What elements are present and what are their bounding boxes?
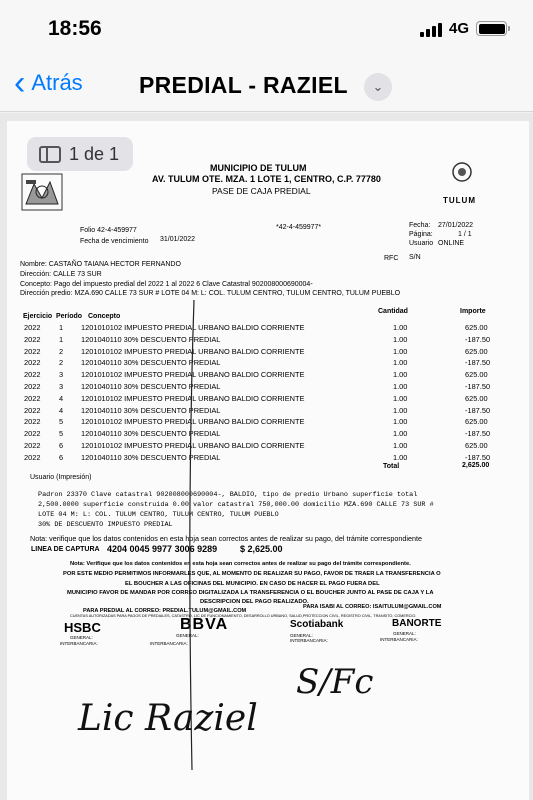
due-date: 31/01/2022 bbox=[160, 236, 196, 243]
banorte-logo: BANORTE bbox=[392, 618, 442, 629]
tulum-logo-icon bbox=[440, 160, 484, 196]
fecha-label: Fecha: bbox=[409, 222, 431, 229]
municipality-address: AV. TULUM OTE. MZA. 1 LOTE 1, CENTRO, C.P. 77780 bbox=[152, 174, 381, 184]
folio: Folio 42-4-459977 bbox=[80, 227, 137, 234]
document-title: PREDIAL - RAZIEL bbox=[139, 72, 348, 98]
status-indicators bbox=[420, 20, 507, 37]
row-amount: 625.00 bbox=[465, 417, 488, 427]
concepto: Concepto: Pago del impuesto predial del 2022 1 al 2022 6 Clave Catastral 902008000690004- bbox=[20, 281, 313, 288]
row-amount: -187.50 bbox=[465, 405, 491, 415]
back-label: Atrás bbox=[31, 70, 83, 95]
linea-captura: 4204 0045 9977 3006 9289 bbox=[107, 544, 218, 554]
row-year: 2022 bbox=[24, 393, 41, 403]
scotiabank-logo: Scotiabank bbox=[290, 619, 344, 630]
chevron-left-icon: ‹ bbox=[14, 64, 26, 102]
nota2-line: POR ESTE MEDIO PERMITIMOS INFORMARLES QUE, AL MOMENTO DE REALIZAR SU PAGO, FAVOR DE TRAER LA TRANSFERENCIA O bbox=[63, 571, 441, 577]
pagina-value: 1 / 1 bbox=[458, 231, 472, 238]
row-amount: -187.50 bbox=[465, 334, 491, 344]
page-indicator-label: 1 de 1 bbox=[69, 143, 120, 164]
padron-line: 30% DE DESCUENTO IMPUESTO PREDIAL bbox=[38, 521, 173, 529]
usuario-value: ONLINE bbox=[438, 240, 465, 247]
nota2-line: EL BOUCHER A LAS OFICINAS DEL MUNICIPIO. EN CASO DE HACER EL PAGO FUERA DEL bbox=[125, 581, 380, 587]
row-amount: 625.00 bbox=[465, 370, 488, 380]
col-ejercicio: Ejercicio bbox=[23, 313, 53, 320]
handwritten-note: Lic Raziel bbox=[78, 698, 258, 739]
linea-captura-label: LINEA DE CAPTURA bbox=[31, 546, 100, 553]
row-year: 2022 bbox=[24, 382, 41, 391]
row-concept: 1201040110 30% DESCUENTO PREDIAL bbox=[81, 382, 221, 391]
handwritten-note: S/Fc bbox=[296, 662, 374, 702]
row-concept: 1201010102 IMPUESTO PREDIAL URBANO BALDIO CORRIENTE bbox=[81, 441, 305, 450]
nombre: Nombre: CASTAÑO TAIANA HECTOR FERNANDO bbox=[20, 261, 181, 268]
row-amount: 625.00 bbox=[465, 323, 488, 332]
col-importe: Importe bbox=[460, 308, 486, 315]
row-quantity: 1.00 bbox=[393, 452, 408, 462]
bank-general: GENERAL: bbox=[393, 631, 416, 636]
direccion-predio: Dirección predio: MZA.690 CALLE 73 SUR # LOTE 04 M: L: COL. TULUM CENTRO, TULUM CENTRO, TULUM PUEBLO bbox=[20, 290, 401, 297]
row-year: 2022 bbox=[24, 358, 41, 368]
nota-verificacion: Nota: verifique que los datos contenidos en esta hoja sean correctos antes de realizar su pago, del trámite correspondiente bbox=[30, 534, 422, 543]
row-concept: 1201040110 30% DESCUENTO PREDIAL bbox=[81, 334, 221, 344]
padron-line: 2,500.0000 superficie construida 0.00 valor catastral 750,000.00 domicilio MZA.690 CALLE 73 SUR # bbox=[38, 501, 434, 509]
row-year: 2022 bbox=[24, 429, 41, 439]
row-amount: -187.50 bbox=[465, 452, 491, 462]
row-period: 3 bbox=[59, 370, 64, 380]
row-concept: 1201010102 IMPUESTO PREDIAL URBANO BALDIO CORRIENTE bbox=[81, 323, 305, 332]
padron-line: Padron 23370 Clave catastral 902008000690004-, BALDIO, tipo de predio Urbano superficie total bbox=[38, 491, 418, 499]
row-period: 6 bbox=[59, 452, 64, 462]
signal-icon bbox=[420, 21, 442, 37]
back-button[interactable] bbox=[14, 64, 83, 102]
hsbc-logo: HSBC bbox=[64, 620, 101, 635]
bbva-logo: BBVA bbox=[180, 616, 229, 633]
nota2-line: MUNICIPIO FAVOR DE MANDAR POR CORREO DIGITALIZADA LA TRANSFERENCIA O EL BOUCHER JUNTO AL PASE DE CAJA Y LA bbox=[67, 590, 434, 596]
row-year: 2022 bbox=[24, 405, 41, 415]
rfc-label: RFC bbox=[384, 255, 399, 262]
row-amount: 625.00 bbox=[465, 441, 488, 450]
row-concept: 1201040110 30% DESCUENTO PREDIAL bbox=[81, 429, 221, 439]
row-period: 3 bbox=[59, 382, 64, 391]
doc-type: PASE DE CAJA PREDIAL bbox=[212, 186, 311, 196]
row-period: 1 bbox=[59, 323, 64, 332]
row-concept: 1201010102 IMPUESTO PREDIAL URBANO BALDIO CORRIENTE bbox=[81, 393, 305, 403]
row-quantity: 1.00 bbox=[393, 441, 408, 450]
row-year: 2022 bbox=[24, 323, 41, 332]
status-time: 18:56 bbox=[48, 17, 102, 40]
bank-interbancaria: INTERBANCARIA: bbox=[380, 637, 418, 642]
municipality-name: MUNICIPIO DE TULUM bbox=[210, 163, 307, 173]
row-period: 5 bbox=[59, 417, 64, 427]
nota2-line: Nota: Verifique que los datos contenidos en esta hoja sean correctos antes de realizar su pago del trámite correspondiente. bbox=[70, 561, 411, 567]
row-concept: 1201040110 30% DESCUENTO PREDIAL bbox=[81, 452, 221, 462]
row-quantity: 1.00 bbox=[393, 334, 408, 344]
fecha-value: 27/01/2022 bbox=[438, 222, 474, 229]
row-period: 5 bbox=[59, 429, 64, 439]
nota2-line: DESCRIPCION DEL PAGO REALIZADO. bbox=[200, 599, 309, 605]
row-amount: -187.50 bbox=[465, 358, 491, 368]
bank-interbancaria: INTERBANCARIA: bbox=[60, 641, 98, 646]
row-quantity: 1.00 bbox=[393, 382, 408, 391]
page-indicator[interactable] bbox=[27, 137, 133, 171]
row-year: 2022 bbox=[24, 417, 41, 427]
row-concept: 1201040110 30% DESCUENTO PREDIAL bbox=[81, 358, 221, 368]
cuentas-autorizadas: CUENTAS AUTORIZADAS PARA PAGOS DE PREDIALES, CATASTRO, LIC DE FUNCIONAMIENTO, DESARROLLO URBANO, SALUD,PROTECCION CIVIL, REGISTRO CIVIL, TRANSITO, COMERCIO. bbox=[70, 614, 417, 618]
document-viewer[interactable] bbox=[0, 113, 533, 800]
row-quantity: 1.00 bbox=[393, 358, 408, 368]
network-type: 4G bbox=[448, 20, 469, 37]
row-year: 2022 bbox=[24, 370, 41, 380]
row-concept: 1201010102 IMPUESTO PREDIAL URBANO BALDIO CORRIENTE bbox=[81, 417, 305, 427]
row-period: 2 bbox=[59, 346, 64, 356]
row-amount: -187.50 bbox=[465, 382, 491, 391]
col-cantidad: Cantidad bbox=[378, 308, 408, 315]
total-label: Total bbox=[383, 463, 400, 470]
chevron-down-icon: ⌄ bbox=[372, 79, 384, 94]
row-year: 2022 bbox=[24, 441, 41, 450]
row-year: 2022 bbox=[24, 346, 41, 356]
row-period: 4 bbox=[59, 393, 64, 403]
row-quantity: 1.00 bbox=[393, 323, 408, 332]
municipality-seal-icon bbox=[20, 172, 64, 212]
sidebar-icon bbox=[39, 146, 61, 163]
row-period: 4 bbox=[59, 405, 64, 415]
status-bar bbox=[0, 0, 533, 60]
row-concept: 1201040110 30% DESCUENTO PREDIAL bbox=[81, 405, 221, 415]
row-quantity: 1.00 bbox=[393, 370, 408, 380]
title-menu-button[interactable] bbox=[364, 73, 392, 101]
row-concept: 1201010102 IMPUESTO PREDIAL URBANO BALDIO CORRIENTE bbox=[81, 346, 305, 356]
row-amount: 625.00 bbox=[465, 346, 488, 356]
row-amount: 625.00 bbox=[465, 393, 488, 403]
correo-isabi: PARA ISABI AL CORREO: ISAITULUM@GMAIL.COM bbox=[303, 604, 442, 610]
bank-interbancaria: INTERBANCARIA: bbox=[290, 638, 328, 643]
col-periodo: Período bbox=[56, 313, 83, 320]
row-quantity: 1.00 bbox=[393, 429, 408, 439]
direccion: Dirección: CALLE 73 SUR bbox=[20, 271, 102, 278]
row-quantity: 1.00 bbox=[393, 405, 408, 415]
row-quantity: 1.00 bbox=[393, 346, 408, 356]
pagina-label: Página: bbox=[409, 231, 433, 238]
row-period: 6 bbox=[59, 441, 64, 450]
row-quantity: 1.00 bbox=[393, 393, 408, 403]
tulum-logo-text: TULUM bbox=[443, 196, 476, 205]
bank-general: GENERAL: bbox=[70, 635, 93, 640]
bank-general: GENERAL: bbox=[290, 633, 313, 638]
navigation-bar bbox=[0, 60, 533, 112]
row-period: 1 bbox=[59, 334, 64, 344]
folio-barcode-text: *42-4-459977* bbox=[276, 224, 322, 231]
correo-predial: PARA PREDIAL AL CORREO: PREDIAL.TULUM@GMAIL.COM bbox=[83, 608, 247, 614]
due-date-label: Fecha de vencimiento bbox=[80, 238, 149, 245]
rfc-value: S/N bbox=[409, 254, 421, 261]
padron-line: LOTE 04 M: L: COL. TULUM CENTRO, TULUM CENTRO, TULUM PUEBLO bbox=[38, 511, 279, 519]
row-year: 2022 bbox=[24, 452, 41, 462]
col-concepto: Concepto bbox=[88, 313, 121, 320]
total-value: 2,625.00 bbox=[462, 462, 490, 469]
row-period: 2 bbox=[59, 358, 64, 368]
row-amount: -187.50 bbox=[465, 429, 491, 439]
linea-amount: $ 2,625.00 bbox=[240, 544, 283, 554]
bank-interbancaria: INTERBANCARIA: bbox=[150, 641, 188, 646]
usuario-label: Usuario bbox=[409, 240, 434, 247]
row-concept: 1201010102 IMPUESTO PREDIAL URBANO BALDIO CORRIENTE bbox=[81, 370, 305, 380]
row-year: 2022 bbox=[24, 334, 41, 344]
usuario-impresion: Usuario (Impresión) bbox=[30, 474, 92, 481]
row-quantity: 1.00 bbox=[393, 417, 408, 427]
bank-general: GENERAL: bbox=[176, 633, 199, 638]
battery-icon bbox=[476, 21, 507, 36]
